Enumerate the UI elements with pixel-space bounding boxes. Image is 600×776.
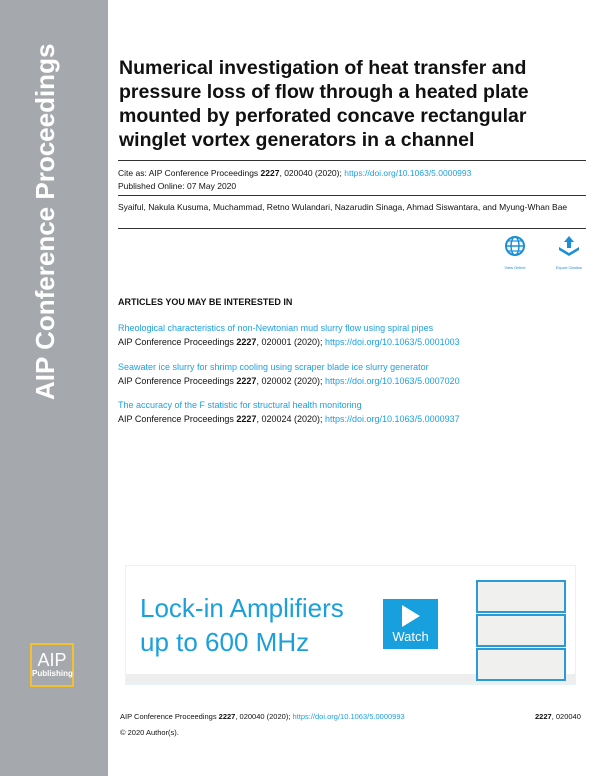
- aip-publishing-logo[interactable]: [30, 643, 74, 687]
- footer-doi-link[interactable]: https://doi.org/10.1063/5.0000993: [292, 712, 405, 721]
- related-prefix: AIP Conference Proceedings: [118, 414, 237, 424]
- related-volume: 2227: [236, 376, 257, 386]
- cite-prefix: Cite as: AIP Conference Proceedings: [118, 168, 261, 178]
- related-prefix: AIP Conference Proceedings: [118, 376, 237, 386]
- related-prefix: AIP Conference Proceedings: [118, 337, 237, 347]
- related-doi-link[interactable]: https://doi.org/10.1063/5.0001003: [325, 337, 460, 347]
- footer-rest: , 020040 (2020);: [235, 712, 293, 721]
- watch-button[interactable]: [383, 599, 438, 649]
- footer-right-rest: , 020040: [551, 712, 581, 721]
- ad-line2: up to 600 MHz: [140, 627, 310, 657]
- logo-main: AIP: [37, 650, 67, 670]
- logo-sub: Publishing: [32, 669, 73, 678]
- divider: [118, 228, 586, 229]
- cite-volume: 2227: [260, 168, 280, 178]
- watch-label: Watch: [392, 629, 429, 644]
- export-icon: [557, 235, 581, 257]
- related-heading: ARTICLES YOU MAY BE INTERESTED IN: [118, 297, 293, 307]
- authors: Syaiful, Nakula Kusuma, Muchammad, Retno Wulandari, Nazarudin Sinaga, Ahmad Siswantara, and Myung-Whan Bae: [118, 202, 568, 212]
- related-title-link[interactable]: The accuracy of the F statistic for structural health monitoring: [118, 400, 362, 410]
- related-rest: , 020001 (2020);: [256, 337, 325, 347]
- amplifier-unit-image: [476, 614, 566, 647]
- ad-text: [140, 591, 344, 659]
- amplifier-unit-image: [476, 648, 566, 681]
- doi-link[interactable]: https://doi.org/10.1063/5.0000993: [344, 168, 472, 178]
- related-volume: 2227: [236, 337, 257, 347]
- advertisement-banner[interactable]: [125, 565, 576, 685]
- related-rest: , 020024 (2020);: [256, 414, 325, 424]
- article-title: Numerical investigation of heat transfer and pressure loss of flow through a heated plate mounted by perforated concave rectangular winglet vortex generators in a channel: [119, 57, 529, 151]
- view-online-label: View Online: [504, 265, 526, 270]
- export-citation-button[interactable]: [549, 235, 589, 270]
- view-online-button[interactable]: [495, 235, 535, 270]
- globe-icon: [504, 235, 526, 257]
- cite-rest: , 020040 (2020);: [279, 168, 345, 178]
- ad-line1: Lock-in Amplifiers: [140, 593, 344, 623]
- copyright: © 2020 Author(s).: [120, 728, 179, 737]
- amplifier-unit-image: [476, 580, 566, 613]
- footer-page-ref: [535, 712, 581, 721]
- footer-prefix: AIP Conference Proceedings: [120, 712, 219, 721]
- related-article: [118, 360, 460, 388]
- published-date: Published Online: 07 May 2020: [118, 181, 237, 191]
- citation: [118, 167, 471, 193]
- related-article: [118, 321, 460, 349]
- related-title-link[interactable]: Rheological characteristics of non-Newtonian mud slurry flow using spiral pipes: [118, 323, 434, 333]
- footer-citation: [120, 712, 405, 721]
- sidebar: [0, 0, 108, 776]
- journal-vertical-title: AIP Conference Proceedings: [30, 43, 60, 400]
- play-icon: [402, 605, 420, 627]
- related-rest: , 020002 (2020);: [256, 376, 325, 386]
- related-title-link[interactable]: Seawater ice slurry for shrimp cooling using scraper blade ice slurry generator: [118, 362, 429, 372]
- footer-right-volume: 2227: [535, 712, 552, 721]
- divider: [118, 195, 586, 196]
- footer-volume: 2227: [218, 712, 236, 721]
- divider: [118, 160, 586, 161]
- related-volume: 2227: [236, 414, 257, 424]
- related-doi-link[interactable]: https://doi.org/10.1063/5.0000937: [325, 414, 460, 424]
- related-doi-link[interactable]: https://doi.org/10.1063/5.0007020: [325, 376, 460, 386]
- export-citation-label: Export Citation: [555, 265, 583, 270]
- related-article: [118, 398, 460, 426]
